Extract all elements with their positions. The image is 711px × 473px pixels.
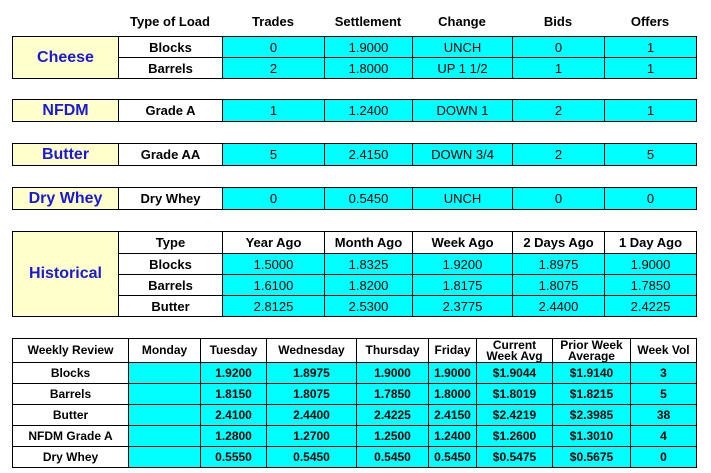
weekly-header-prior-week-average: Prior Week Average [553,339,631,363]
nfdm-trades: 1 [223,100,325,122]
weekly-row-label: Dry Whey [13,447,129,468]
butter-table [12,143,697,166]
weekly-header-current-week-avg: Current Week Avg [477,339,553,363]
historical-cell: 2.4225 [605,296,697,317]
historical-header-month-ago: Month Ago [325,232,413,254]
header-bids: Bids [543,13,573,29]
weekly-cell: 2.4150 [429,405,477,426]
whey-label: Dry Whey [13,188,119,210]
cheese-blocks-settlement: 1.9000 [325,37,413,58]
weekly-cell: 1.9000 [429,363,477,384]
weekly-cell: 2.4225 [357,405,429,426]
weekly-cell: $0.5675 [553,447,631,468]
historical-cell: 2.4400 [513,296,605,317]
butter-change: DOWN 3/4 [413,144,513,166]
header-offers: Offers [630,13,670,29]
weekly-cell: 0.5550 [201,447,267,468]
weekly-header-friday: Friday [429,339,477,363]
nfdm-table [12,99,697,122]
historical-header-week-ago: Week Ago [413,232,513,254]
historical-header-type: Type [119,232,223,254]
weekly-cell-monday [129,426,201,447]
column-headers [12,10,696,32]
weekly-cell-monday [129,384,201,405]
historical-cell: 2.8125 [223,296,325,317]
nfdm-label: NFDM [13,100,119,122]
historical-cell: 2.5300 [325,296,413,317]
weekly-cell: 2.4100 [201,405,267,426]
blank-header [12,10,118,32]
nfdm-change: DOWN 1 [413,100,513,122]
weekly-cell: 0.5450 [429,447,477,468]
historical-cell: 1.8975 [513,254,605,275]
weekly-header-monday: Monday [129,339,201,363]
historical-cell: 1.5000 [223,254,325,275]
weekly-cell: 1.7850 [357,384,429,405]
weekly-cell: 1.2400 [429,426,477,447]
whey-change: UNCH [413,188,513,210]
cheese-barrels-trades: 2 [223,58,325,79]
nfdm-offers: 1 [605,100,697,122]
cheese-blocks-bids: 0 [513,37,605,58]
weekly-cell: 5 [631,384,697,405]
historical-cell: 1.8200 [325,275,413,296]
cheese-blocks-trades: 0 [223,37,325,58]
weekly-cell: 2.4400 [267,405,357,426]
header-settlement: Settlement [334,13,402,29]
weekly-cell: 1.2700 [267,426,357,447]
nfdm-settlement: 1.2400 [325,100,413,122]
cheese-blocks-change: UNCH [413,37,513,58]
weekly-cell: $1.3010 [553,426,631,447]
weekly-header-week-vol: Week Vol [631,339,697,363]
weekly-cell: 1.9000 [357,363,429,384]
weekly-cell: 38 [631,405,697,426]
cheese-barrels-offers: 1 [605,58,697,79]
whey-table [12,187,697,210]
historical-cell: 1.9000 [605,254,697,275]
cheese-type-blocks: Blocks [119,37,223,58]
whey-bids: 0 [513,188,605,210]
header-type-of-load: Type of Load [130,13,210,29]
weekly-cell: 1.9200 [201,363,267,384]
weekly-cell-monday [129,447,201,468]
whey-offers: 0 [605,188,697,210]
cheese-blocks-offers: 1 [605,37,697,58]
historical-cell: 1.9200 [413,254,513,275]
whey-type: Dry Whey [119,188,223,210]
historical-header-year-ago: Year Ago [223,232,325,254]
weekly-cell: 1.8150 [201,384,267,405]
weekly-cell: $2.4219 [477,405,553,426]
historical-row-type: Blocks [119,254,223,275]
weekly-cell: 4 [631,426,697,447]
weekly-cell-monday [129,405,201,426]
weekly-cell: $0.5475 [477,447,553,468]
weekly-cell: $2.3985 [553,405,631,426]
cheese-barrels-change: UP 1 1/2 [413,58,513,79]
weekly-header-wednesday: Wednesday [267,339,357,363]
historical-label: Historical [13,232,119,317]
butter-offers: 5 [605,144,697,166]
weekly-row-label: Butter [13,405,129,426]
historical-row-type: Barrels [119,275,223,296]
weekly-cell: 1.8975 [267,363,357,384]
weekly-review-table [12,338,697,468]
weekly-row-label: NFDM Grade A [13,426,129,447]
weekly-header-label: Weekly Review [13,339,129,363]
butter-type: Grade AA [119,144,223,166]
cheese-type-barrels: Barrels [119,58,223,79]
weekly-cell: 0 [631,447,697,468]
cheese-barrels-settlement: 1.8000 [325,58,413,79]
header-change: Change [438,13,486,29]
weekly-header-thursday: Thursday [357,339,429,363]
weekly-cell: $1.8215 [553,384,631,405]
weekly-cell: 1.8000 [429,384,477,405]
weekly-cell-monday [129,363,201,384]
nfdm-type: Grade A [119,100,223,122]
butter-label: Butter [13,144,119,166]
nfdm-bids: 2 [513,100,605,122]
weekly-cell: 0.5450 [267,447,357,468]
weekly-cell: $1.8019 [477,384,553,405]
historical-cell: 1.6100 [223,275,325,296]
historical-table [12,231,697,317]
cheese-label: Cheese [13,37,119,79]
whey-trades: 0 [223,188,325,210]
historical-header-2-days-ago: 2 Days Ago [513,232,605,254]
weekly-cell: 1.2500 [357,426,429,447]
weekly-cell: $1.9044 [477,363,553,384]
historical-cell: 1.8175 [413,275,513,296]
weekly-row-label: Blocks [13,363,129,384]
header-trades: Trades [252,13,294,29]
historical-row-type: Butter [119,296,223,317]
weekly-cell: 1.8075 [267,384,357,405]
historical-cell: 2.3775 [413,296,513,317]
cheese-table [12,36,697,79]
historical-cell: 1.8075 [513,275,605,296]
butter-settlement: 2.4150 [325,144,413,166]
cheese-barrels-bids: 1 [513,58,605,79]
weekly-cell: 3 [631,363,697,384]
historical-cell: 1.8325 [325,254,413,275]
weekly-cell: $1.9140 [553,363,631,384]
weekly-row-label: Barrels [13,384,129,405]
weekly-header-tuesday: Tuesday [201,339,267,363]
weekly-cell: $1.2600 [477,426,553,447]
butter-trades: 5 [223,144,325,166]
butter-bids: 2 [513,144,605,166]
whey-settlement: 0.5450 [325,188,413,210]
historical-cell: 1.7850 [605,275,697,296]
historical-header-1-day-ago: 1 Day Ago [605,232,697,254]
weekly-cell: 0.5450 [357,447,429,468]
weekly-cell: 1.2800 [201,426,267,447]
